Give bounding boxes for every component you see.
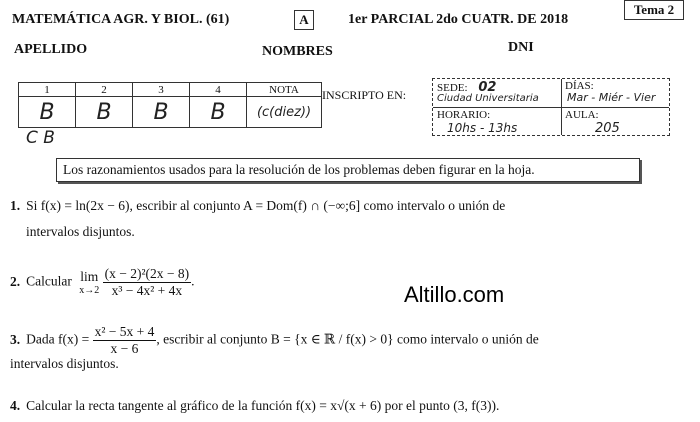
question-number: 2. [10,273,21,289]
inscription-box [432,78,670,136]
grade-note: C B [26,128,55,148]
sede-label: SEDE: [437,82,468,94]
notice-box: Los razonamientos usados para la resolución de los problemas deben figurar en la hoja. [56,158,640,182]
version-box: A [294,10,314,30]
question-2: 2. Calcular lim x→2 $\frac{\text{(x − 2)²(2x − 8)}}{\text{x³ − 4x² + 4x}}$ . [10,266,195,298]
question-text: Si f(x) = ln(2x − 6), escribir al conjunto A = Dom(f) ∩ (−∞;6] como intervalo o unión de [26,198,506,213]
grade-value: B [19,97,76,128]
sede-value: 02 [478,80,497,95]
topic-tag: Tema 2 [624,0,684,20]
question-number: 3. [10,331,21,347]
aula-value: 205 [595,121,620,136]
dias-label: DÍAS: [565,80,594,92]
function-fraction [93,324,157,357]
numerator: x² − 5x + 4 [94,324,155,339]
dias-value: Mar - Miér - Vier [567,91,656,104]
grade-value-nota: (c(diez)) [247,97,322,128]
question-3-cont: intervalos disjuntos. [10,356,119,371]
limit-fraction [103,266,192,299]
limit-operator: lim x→2 [79,269,100,296]
question-3 [10,324,539,357]
grade-header: 1 [19,83,76,97]
question-text: , escribir al conjunto B = {x ∈ ℝ / f(x) > 0} como intervalo o unión de [156,331,539,347]
dni-label: DNI [508,40,534,55]
horario-value: 10hs - 13hs [447,121,518,135]
grade-header: 3 [133,83,190,97]
apellido-label: APELLIDO [14,42,88,57]
inscripto-label: INSCRIPTO EN: [322,88,407,102]
question-text: Dada f(x) = [26,331,90,347]
question-text: Calcular la recta tangente al gráfico de la función f(x) = x√(x + 6) por el punto (3, f(3)). [26,398,500,413]
exam-title: 1er PARCIAL 2do CUATR. DE 2018 [348,12,569,27]
grade-header-nota: NOTA [247,83,322,97]
sede-place: Ciudad Universitaria [437,93,539,104]
aula-label: AULA: [565,109,599,121]
grades-table [18,82,322,128]
grade-header: 4 [190,83,247,97]
nombres-label: NOMBRES [262,44,333,59]
question-number: 1. [10,198,21,213]
question-text: Calcular [26,273,72,289]
numerator: (x − 2)²(2x − 8) [104,266,190,281]
grade-value: B [76,97,133,128]
question-number: 4. [10,398,21,413]
question-4 [10,398,499,414]
question-1-cont: intervalos disjuntos. [26,224,135,239]
denominator: x³ − 4x² + 4x [111,283,183,298]
grade-value: B [133,97,190,128]
course-title: MATEMÁTICA AGR. Y BIOL. (61) [12,12,230,27]
grade-header: 2 [76,83,133,97]
watermark: Altillo.com [404,282,505,307]
denominator: x − 6 [110,341,139,356]
horario-label: HORARIO: [437,109,491,121]
question-1 [10,198,505,214]
grade-value: B [190,97,247,128]
